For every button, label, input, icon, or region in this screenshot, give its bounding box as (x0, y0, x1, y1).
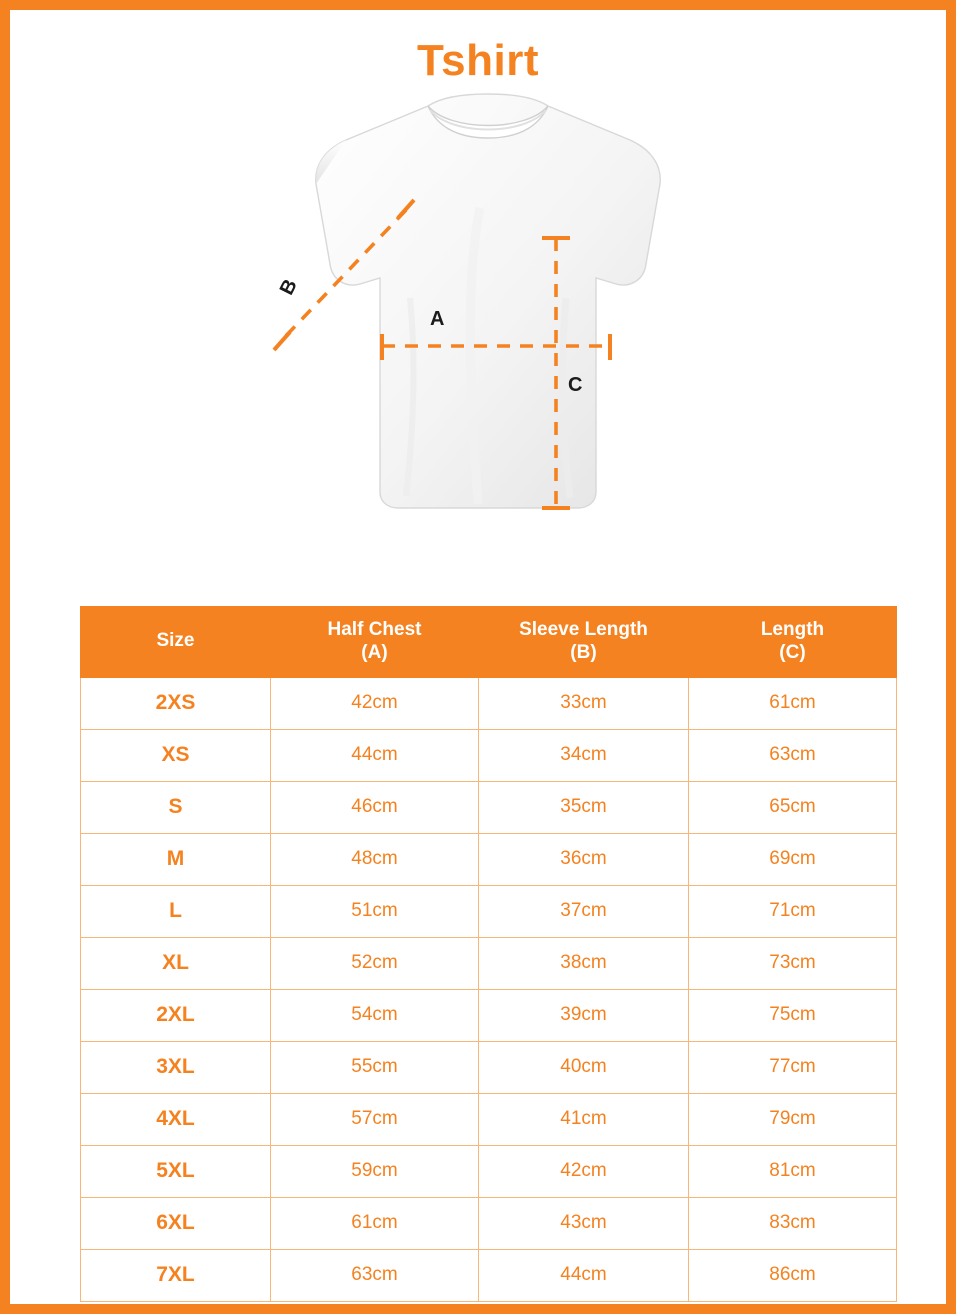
cell-half-chest: 42cm (271, 677, 479, 729)
cell-size: 4XL (81, 1093, 271, 1145)
size-table-body (81, 677, 897, 1301)
cell-size: XL (81, 937, 271, 989)
cell-size: 2XS (81, 677, 271, 729)
table-row (81, 833, 897, 885)
cell-sleeve-length: 42cm (479, 1145, 689, 1197)
table-row (81, 1197, 897, 1249)
cell-sleeve-length: 41cm (479, 1093, 689, 1145)
cell-size: 5XL (81, 1145, 271, 1197)
cell-sleeve-length: 36cm (479, 833, 689, 885)
cell-sleeve-length: 43cm (479, 1197, 689, 1249)
table-row (81, 1145, 897, 1197)
table-row (81, 989, 897, 1041)
cell-size: 3XL (81, 1041, 271, 1093)
cell-size: 7XL (81, 1249, 271, 1301)
cell-half-chest: 63cm (271, 1249, 479, 1301)
table-row (81, 1249, 897, 1301)
cell-half-chest: 57cm (271, 1093, 479, 1145)
column-header-size (81, 607, 271, 678)
cell-size: M (81, 833, 271, 885)
cell-length: 83cm (689, 1197, 897, 1249)
cell-sleeve-length: 44cm (479, 1249, 689, 1301)
tshirt-illustration (10, 88, 956, 558)
cell-length: 69cm (689, 833, 897, 885)
cell-length: 61cm (689, 677, 897, 729)
table-row (81, 937, 897, 989)
table-row (81, 677, 897, 729)
cell-size: 2XL (81, 989, 271, 1041)
cell-size: S (81, 781, 271, 833)
table-header-row (81, 607, 897, 678)
cell-half-chest: 55cm (271, 1041, 479, 1093)
table-row (81, 885, 897, 937)
column-header-sleeve-length-main: Sleeve Length (519, 619, 648, 640)
column-header-half-chest-main: Half Chest (327, 619, 422, 640)
cell-size: 6XL (81, 1197, 271, 1249)
cell-half-chest: 46cm (271, 781, 479, 833)
cell-length: 71cm (689, 885, 897, 937)
cell-sleeve-length: 40cm (479, 1041, 689, 1093)
cell-length: 63cm (689, 729, 897, 781)
tshirt-diagram-svg (10, 88, 956, 558)
measure-label-b: B (275, 275, 302, 299)
cell-sleeve-length: 38cm (479, 937, 689, 989)
cell-sleeve-length: 35cm (479, 781, 689, 833)
column-header-length-sub: (C) (779, 641, 806, 663)
cell-sleeve-length: 39cm (479, 989, 689, 1041)
cell-sleeve-length: 33cm (479, 677, 689, 729)
cell-sleeve-length: 37cm (479, 885, 689, 937)
table-row (81, 1041, 897, 1093)
size-table-header (81, 607, 897, 678)
column-header-length-main: Length (760, 619, 825, 640)
size-table-container (80, 606, 896, 1302)
cell-half-chest: 48cm (271, 833, 479, 885)
cell-length: 86cm (689, 1249, 897, 1301)
measure-label-a: A (430, 308, 445, 330)
column-header-half-chest (271, 607, 479, 678)
size-table (80, 606, 897, 1302)
cell-half-chest: 52cm (271, 937, 479, 989)
measure-label-c: C (568, 374, 583, 396)
cell-length: 79cm (689, 1093, 897, 1145)
cell-length: 77cm (689, 1041, 897, 1093)
cell-half-chest: 59cm (271, 1145, 479, 1197)
table-row (81, 729, 897, 781)
column-header-length (689, 607, 897, 678)
column-header-sleeve-length (479, 607, 689, 678)
table-row (81, 781, 897, 833)
cell-half-chest: 44cm (271, 729, 479, 781)
cell-length: 65cm (689, 781, 897, 833)
tshirt-shape (316, 94, 661, 508)
cell-half-chest: 51cm (271, 885, 479, 937)
cell-half-chest: 54cm (271, 989, 479, 1041)
cell-sleeve-length: 34cm (479, 729, 689, 781)
column-header-size-main: Size (156, 630, 195, 652)
column-header-sleeve-length-sub: (B) (570, 641, 597, 663)
cell-size: L (81, 885, 271, 937)
page-title: Tshirt (417, 36, 539, 85)
table-row (81, 1093, 897, 1145)
cell-half-chest: 61cm (271, 1197, 479, 1249)
cell-size: XS (81, 729, 271, 781)
column-header-half-chest-sub: (A) (361, 641, 388, 663)
cell-length: 73cm (689, 937, 897, 989)
cell-length: 75cm (689, 989, 897, 1041)
cell-length: 81cm (689, 1145, 897, 1197)
